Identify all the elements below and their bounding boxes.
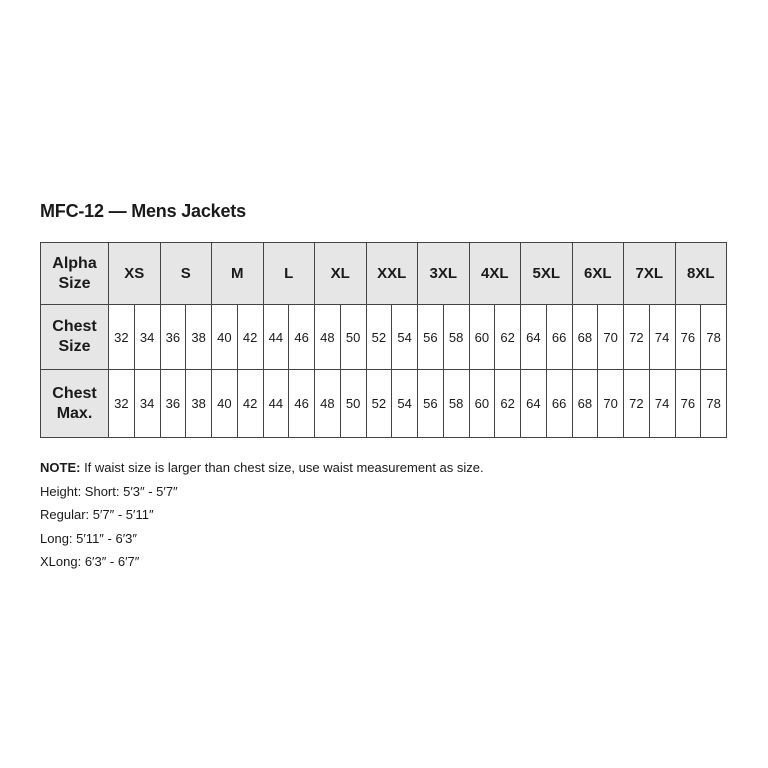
- chest-size-cell: 42: [237, 305, 263, 370]
- alpha-size-cell: 6XL: [572, 243, 624, 305]
- chest-max-header: [41, 370, 109, 438]
- alpha-size-cell: M: [212, 243, 264, 305]
- note-text: If waist size is larger than chest size, use waist measurement as size.: [80, 460, 484, 475]
- row-label-line1: Chest: [52, 318, 97, 335]
- chest-size-cell: 60: [469, 305, 495, 370]
- height-short-line: Height: Short: 5′3″ - 5′7″: [40, 483, 178, 499]
- chest-max-cell: 54: [392, 370, 418, 438]
- alpha-size-cell: 5XL: [521, 243, 573, 305]
- chest-size-cell: 48: [315, 305, 341, 370]
- chest-max-cell: 64: [521, 370, 547, 438]
- chest-max-cell: 36: [160, 370, 186, 438]
- chest-max-cell: 70: [598, 370, 624, 438]
- alpha-size-cell: XS: [109, 243, 161, 305]
- chest-size-cell: 72: [624, 305, 650, 370]
- alpha-size-cell: 4XL: [469, 243, 521, 305]
- chest-max-cell: 40: [212, 370, 238, 438]
- height-long-line: Long: 5′11″ - 6′3″: [40, 530, 137, 546]
- chest-max-row: [41, 370, 727, 438]
- chest-size-cell: 78: [701, 305, 727, 370]
- chest-max-cell: 50: [340, 370, 366, 438]
- chest-max-cell: 72: [624, 370, 650, 438]
- chest-max-cell: 66: [546, 370, 572, 438]
- chest-max-cell: 44: [263, 370, 289, 438]
- height-regular-line: Regular: 5′7″ - 5′11″: [40, 507, 154, 522]
- chest-size-cell: 54: [392, 305, 418, 370]
- chest-max-cell: 56: [418, 370, 444, 438]
- alpha-size-cell: S: [160, 243, 212, 305]
- chest-max-cell: 42: [237, 370, 263, 438]
- note-label: NOTE:: [40, 460, 81, 475]
- height-xlong-line: XLong: 6′3″ - 6′7″: [40, 554, 140, 569]
- chest-max-cell: 34: [134, 370, 160, 438]
- alpha-size-header: [41, 243, 109, 305]
- chest-size-cell: 50: [340, 305, 366, 370]
- chest-size-cell: 76: [675, 305, 701, 370]
- chest-size-cell: 36: [160, 305, 186, 370]
- chest-size-cell: 38: [186, 305, 212, 370]
- alpha-size-cell: XXL: [366, 243, 418, 305]
- alpha-size-cell: 8XL: [675, 243, 727, 305]
- chest-size-cell: 32: [109, 305, 135, 370]
- row-label-line1: Chest: [52, 384, 97, 402]
- chest-size-row: [41, 305, 727, 370]
- size-notes: [40, 456, 484, 574]
- chest-max-cell: 58: [443, 370, 469, 438]
- chest-max-cell: 76: [675, 370, 701, 438]
- row-label-line1: Alpha: [52, 254, 97, 272]
- chest-size-cell: 62: [495, 305, 521, 370]
- chest-max-cell: 62: [495, 370, 521, 438]
- chest-size-header: [41, 305, 109, 370]
- row-label-line2: Size: [58, 338, 91, 355]
- alpha-size-cell: 7XL: [624, 243, 676, 305]
- note-line: [40, 456, 484, 480]
- chest-max-cell: 46: [289, 370, 315, 438]
- chest-size-cell: 70: [598, 305, 624, 370]
- chest-max-cell: 52: [366, 370, 392, 438]
- chest-size-cell: 34: [134, 305, 160, 370]
- alpha-size-cell: L: [263, 243, 315, 305]
- chest-size-cell: 64: [521, 305, 547, 370]
- chest-size-cell: 56: [418, 305, 444, 370]
- chest-size-cell: 58: [443, 305, 469, 370]
- chest-size-cell: 46: [289, 305, 315, 370]
- chest-max-cell: 38: [186, 370, 212, 438]
- size-chart-table: [40, 242, 727, 438]
- row-label-line2: Size: [58, 274, 91, 292]
- chest-size-cell: 66: [546, 305, 572, 370]
- alpha-size-cell: 3XL: [418, 243, 470, 305]
- chest-max-cell: 78: [701, 370, 727, 438]
- alpha-size-row: [41, 243, 727, 305]
- chest-size-cell: 52: [366, 305, 392, 370]
- chest-max-cell: 32: [109, 370, 135, 438]
- chart-title: MFC-12 — Mens Jackets: [40, 201, 246, 221]
- chest-size-cell: 74: [649, 305, 675, 370]
- chest-max-cell: 74: [649, 370, 675, 438]
- chest-size-cell: 44: [263, 305, 289, 370]
- chest-max-cell: 48: [315, 370, 341, 438]
- chest-size-cell: 68: [572, 305, 598, 370]
- chest-max-cell: 60: [469, 370, 495, 438]
- chest-max-cell: 68: [572, 370, 598, 438]
- row-label-line2: Max.: [56, 404, 93, 422]
- chest-size-cell: 40: [212, 305, 238, 370]
- alpha-size-cell: XL: [315, 243, 367, 305]
